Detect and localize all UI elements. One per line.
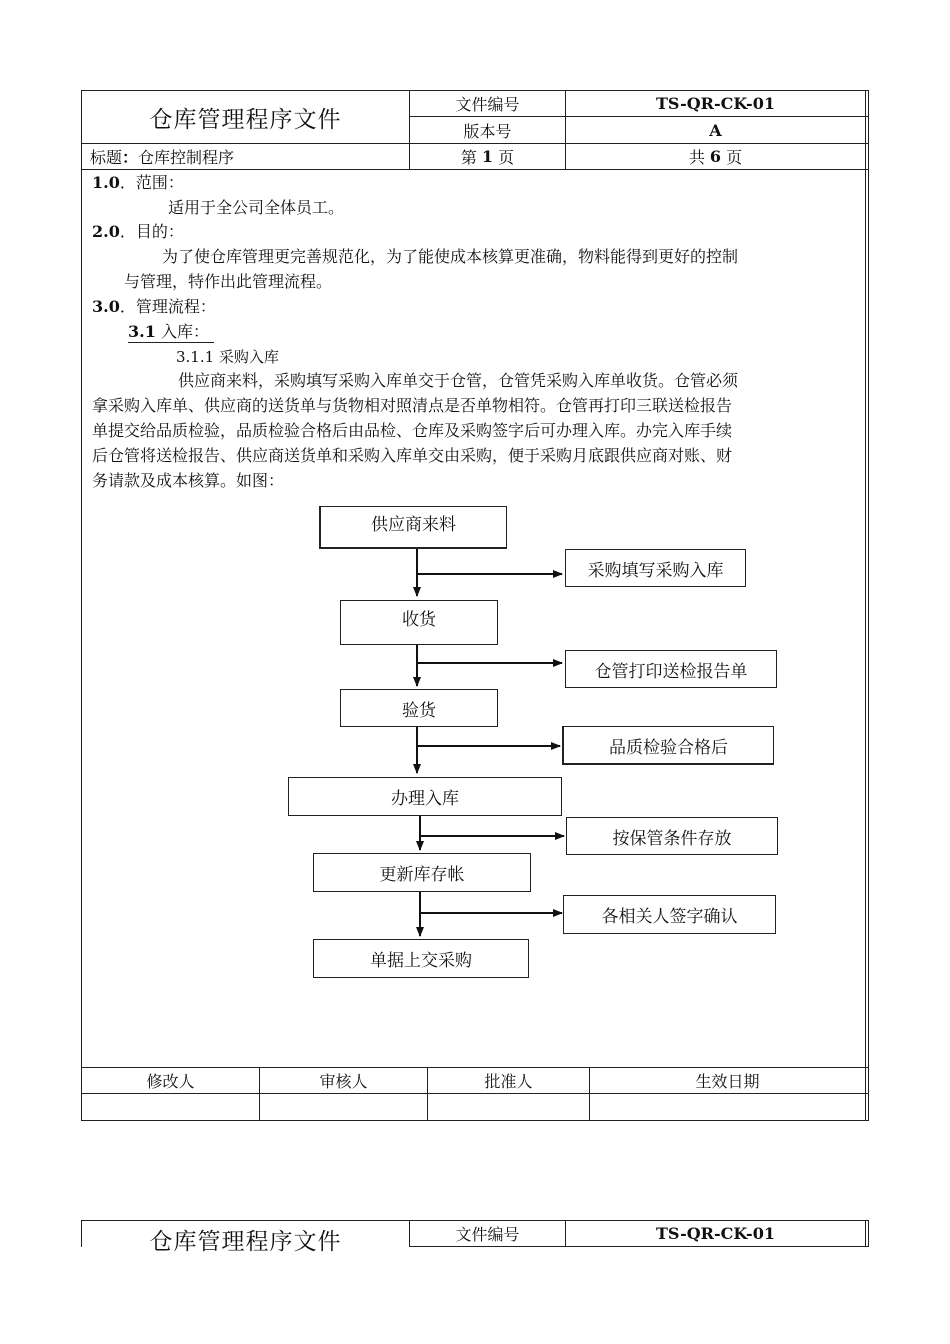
section-2-heading: 2.0．目的： — [92, 222, 184, 241]
total-label-pre: 共 — [688, 148, 705, 167]
section-1-number: 1.0 — [92, 173, 120, 192]
version-label: 版本号 — [463, 121, 512, 141]
flow-step-inspection: 验货 — [340, 689, 498, 727]
flow-step-receiving: 收货 — [340, 600, 498, 645]
version-value: A — [709, 120, 722, 140]
section-3-title: 管理流程： — [135, 297, 216, 316]
paragraph-line-2: 拿采购入库单、供应商的送货单与货物相对照清点是否单物相符。仓管再打印三联送检报告 — [92, 396, 733, 415]
doc-number-label: 文件编号 — [455, 95, 520, 114]
doc-number-value: TS-QR-CK-01 — [656, 94, 775, 113]
section-3-1-number: 3.1 — [128, 322, 156, 341]
flow-step-supplier-delivery: 供应商来料 — [319, 506, 507, 549]
flow-note-quality-pass: 品质检验合格后 — [562, 726, 774, 765]
paragraph-line-3: 单提交给品质检验，品质检验合格后由品检、仓库及采购签字后可办理入库。办完入库手续 — [92, 421, 733, 440]
section-2-text-1: 为了使仓库管理更完善规范化，为了能使成本核算更准确，物料能得到更好的控制 — [162, 247, 739, 266]
reviewer-label: 审核人 — [319, 1072, 368, 1091]
section-1-title: 范围： — [135, 173, 184, 192]
section-1-text: 适用于全公司全体员工。 — [168, 198, 345, 217]
flow-step-update-stock: 更新库存帐 — [313, 853, 531, 892]
subject-cell: 标题 ： 仓库控制程序 — [90, 144, 234, 169]
section-3-1-title: 入库： — [160, 322, 209, 341]
page-label-post: 页 — [498, 148, 515, 167]
document-title: 仓库管理程序文件 — [149, 106, 342, 133]
page-label-pre: 第 — [460, 148, 477, 167]
next-page-document-title: 仓库管理程序文件 — [149, 1228, 342, 1255]
flow-step-submit-documents: 单据上交采购 — [313, 939, 529, 978]
subject-label: 标题 — [90, 148, 123, 167]
section-1-heading: 1.0．范围： — [92, 173, 184, 192]
total-label-post: 页 — [726, 148, 743, 167]
section-2-number: 2.0 — [92, 222, 120, 241]
paragraph-line-5: 务请款及成本核算。如图： — [92, 471, 285, 490]
effective-date-label: 生效日期 — [695, 1072, 760, 1091]
modifier-label: 修改人 — [146, 1072, 195, 1091]
flow-note-purchase-entry: 采购填写采购入库 — [565, 549, 746, 587]
section-2-title: 目的： — [135, 222, 184, 241]
flow-note-sign-off: 各相关人签字确认 — [563, 895, 776, 934]
flow-step-warehousing: 办理入库 — [288, 777, 562, 816]
section-3-1-1-heading: 3.1.1 采购入库 — [176, 348, 279, 366]
page-number-value: 1 — [481, 147, 494, 166]
section-3-heading: 3.0．管理流程： — [92, 297, 216, 316]
flow-note-print-report: 仓管打印送检报告单 — [565, 650, 777, 688]
approver-label: 批准人 — [484, 1072, 533, 1091]
section-2-text-2: 与管理，特作出此管理流程。 — [124, 272, 333, 291]
section-3-number: 3.0 — [92, 297, 120, 316]
next-page-doc-number-value: TS-QR-CK-01 — [656, 1224, 775, 1243]
paragraph-line-1: 供应商来料，采购填写采购入库单交于仓管，仓管凭采购入库单收货。仓管必须 — [178, 371, 739, 390]
next-page-doc-number-label: 文件编号 — [455, 1225, 520, 1244]
flow-note-storage: 按保管条件存放 — [566, 817, 778, 855]
subject-value: 仓库控制程序 — [138, 148, 235, 167]
paragraph-line-4: 后仓管将送检报告、供应商送货单和采购入库单交由采购，便于采购月底跟供应商对账、财 — [92, 446, 733, 465]
total-pages-value: 6 — [709, 147, 722, 166]
